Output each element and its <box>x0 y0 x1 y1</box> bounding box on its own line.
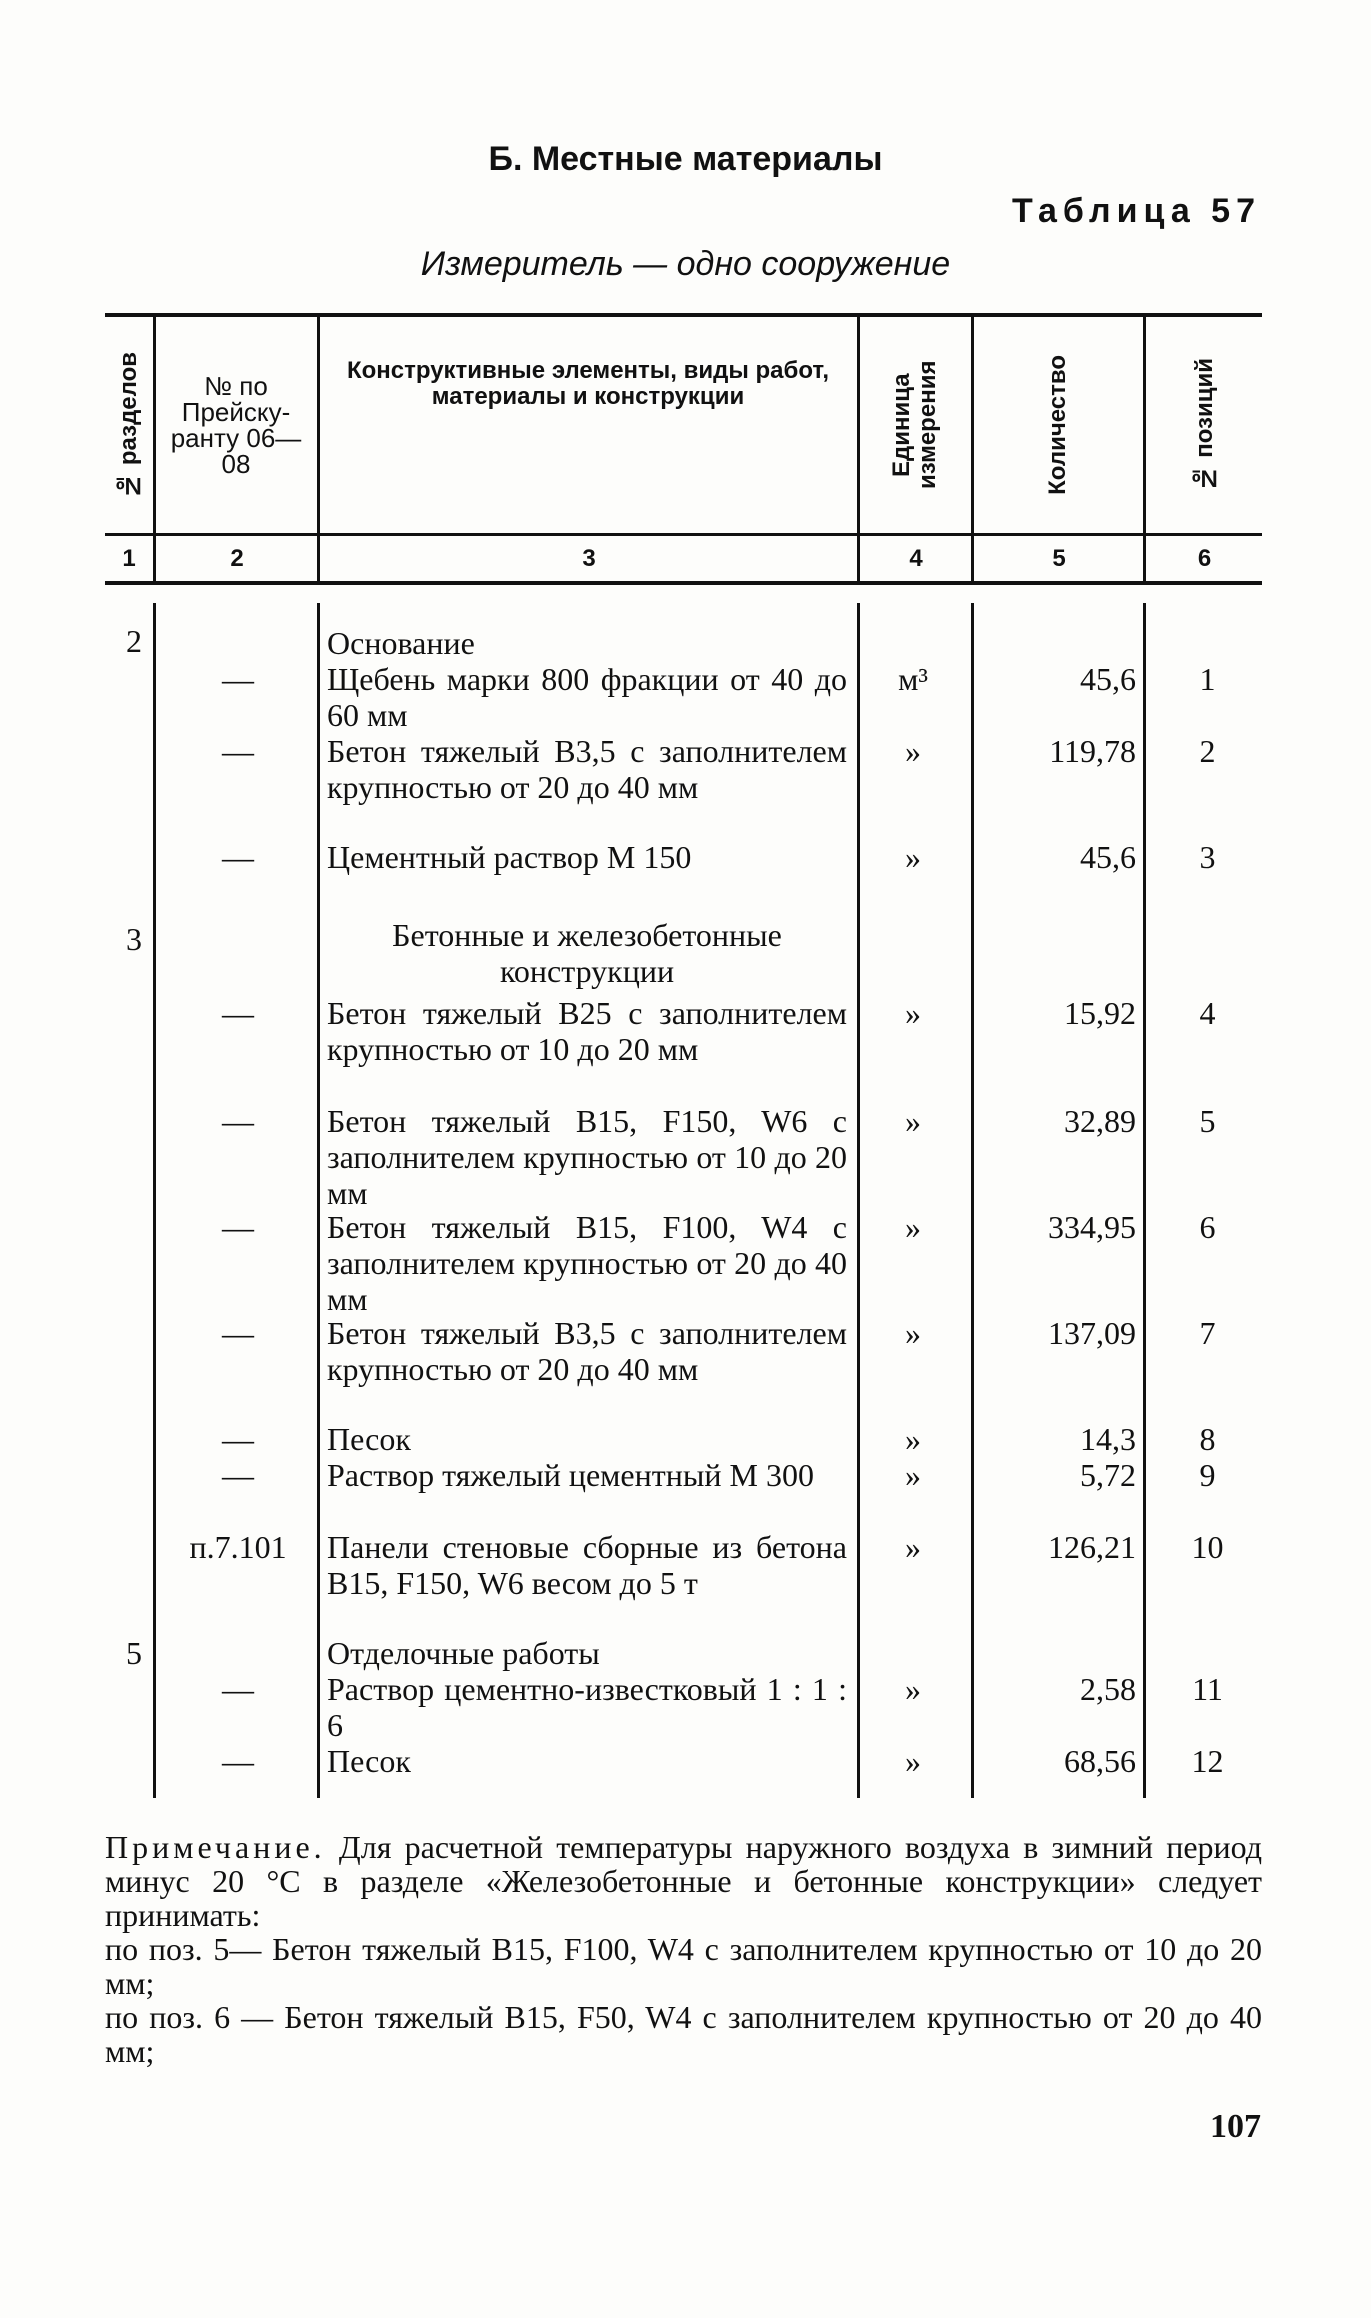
row-unit: » <box>905 1421 921 1457</box>
row-position: 12 <box>1191 1743 1224 1779</box>
row-unit: » <box>905 1315 921 1351</box>
row-position: 1 <box>1199 661 1216 697</box>
note-text: Для расчетной температуры наружного воздуха в зимний период минус 20 °С в разделе «Железобетонные и бетонные конструкции» следует принимать: <box>105 1829 1263 1933</box>
col-number: 4 <box>909 545 923 572</box>
col-divider <box>971 603 974 1798</box>
col-divider <box>1143 603 1146 1798</box>
row-position: 3 <box>1199 839 1216 875</box>
row-quantity: 68,56 <box>1064 1743 1136 1779</box>
col-number: 1 <box>122 545 136 572</box>
row-description: Песок <box>327 1421 411 1457</box>
section-number: 3 <box>126 921 142 957</box>
row-unit: » <box>905 1209 921 1245</box>
row-quantity: 45,6 <box>1080 661 1136 697</box>
col-divider <box>153 603 156 1798</box>
row-unit: » <box>905 1671 921 1707</box>
row-unit: » <box>905 1103 921 1139</box>
row-quantity: 14,3 <box>1080 1421 1136 1457</box>
header-unit: Единица измерения <box>888 360 941 490</box>
row-description: Бетон тяжелый В15, F150, W6 с заполнителем крупностью от 10 до 20 мм <box>327 1103 847 1211</box>
col-divider <box>971 317 974 581</box>
note-item: по поз. 5— Бетон тяжелый В15, F100, W4 с заполнителем крупностью от 10 до 20 мм; <box>105 1931 1262 2001</box>
price-ref: — <box>222 661 254 697</box>
row-unit: » <box>905 733 921 769</box>
col-number: 5 <box>1052 545 1066 572</box>
col-divider <box>317 603 320 1798</box>
col-divider <box>857 317 860 581</box>
col-divider <box>153 317 156 581</box>
col-number: 3 <box>582 545 596 572</box>
row-position: 5 <box>1199 1103 1216 1139</box>
row-unit: » <box>905 839 921 875</box>
row-position: 10 <box>1191 1529 1224 1565</box>
price-ref: — <box>222 1421 254 1457</box>
row-description: Песок <box>327 1743 411 1779</box>
row-quantity: 5,72 <box>1080 1457 1136 1493</box>
number-row-rule <box>105 581 1262 585</box>
price-ref: п.7.101 <box>189 1529 287 1565</box>
price-ref: — <box>222 839 254 875</box>
header-sections: № разделов <box>115 351 142 499</box>
row-quantity: 334,95 <box>1048 1209 1136 1245</box>
row-description: Раствор тяжелый цементный М 300 <box>327 1457 814 1493</box>
price-ref: — <box>222 1457 254 1493</box>
group-heading: Отделочные работы <box>327 1635 600 1671</box>
table-top-rule <box>105 313 1262 317</box>
page-number: 107 <box>1210 2108 1261 2145</box>
header-positions: № позиций <box>1190 358 1218 492</box>
row-unit: » <box>905 995 921 1031</box>
row-position: 7 <box>1199 1315 1216 1351</box>
header-rule <box>105 533 1262 536</box>
price-ref: — <box>222 1103 254 1139</box>
row-position: 11 <box>1192 1671 1223 1707</box>
row-description: Бетон тяжелый В15, F100, W4 с заполнителем крупностью от 20 до 40 мм <box>327 1209 847 1317</box>
materials-table <box>105 313 1262 1813</box>
price-ref: — <box>222 1209 254 1245</box>
row-unit: » <box>905 1457 921 1493</box>
row-unit: » <box>905 1529 921 1565</box>
row-position: 6 <box>1199 1209 1216 1245</box>
group-heading: Основание <box>327 625 475 661</box>
row-unit: » <box>905 1743 921 1779</box>
table-number: Таблица 57 <box>1012 192 1261 230</box>
row-description: Раствор цементно-известковый 1 : 1 : 6 <box>327 1671 847 1743</box>
table-note <box>105 1830 1262 2068</box>
row-quantity: 32,89 <box>1064 1103 1136 1139</box>
note-item: по поз. 6 — Бетон тяжелый В15, F50, W4 с заполнителем крупностью от 20 до 40 мм; <box>105 1999 1262 2069</box>
row-quantity: 15,92 <box>1064 995 1136 1031</box>
price-ref: — <box>222 733 254 769</box>
row-quantity: 45,6 <box>1080 839 1136 875</box>
measure-caption: Измеритель — одно сооружение <box>420 245 951 283</box>
section-number: 2 <box>126 623 142 659</box>
col-divider <box>857 603 860 1798</box>
row-description: Цементный раствор М 150 <box>327 839 692 875</box>
note-paragraph <box>105 1830 1262 1932</box>
row-position: 2 <box>1199 733 1216 769</box>
section-number: 5 <box>126 1635 142 1671</box>
row-description: Бетон тяжелый В3,5 с заполнителем крупностью от 20 до 40 мм <box>327 1315 847 1387</box>
row-description: Бетон тяжелый В25 с заполнителем крупностью от 10 до 20 мм <box>327 995 847 1067</box>
row-description: Панели стеновые сборные из бетона В15, F150, W6 весом до 5 т <box>327 1529 847 1601</box>
header-description: Конструктивные элементы, виды работ, материалы и конструкции <box>346 357 830 410</box>
row-quantity: 2,58 <box>1080 1671 1136 1707</box>
row-quantity: 137,09 <box>1048 1315 1136 1351</box>
col-divider <box>317 317 320 581</box>
group-heading: Бетонные и железобетонные конструкции <box>392 917 782 989</box>
row-quantity: 126,21 <box>1048 1529 1136 1565</box>
header-price-list: № по Прейску- ранту 06—08 <box>170 371 302 479</box>
price-ref: — <box>222 995 254 1031</box>
col-divider <box>1143 317 1146 581</box>
price-ref: — <box>222 1743 254 1779</box>
col-number: 6 <box>1197 545 1212 572</box>
col-number: 2 <box>230 545 244 572</box>
row-position: 9 <box>1199 1457 1216 1493</box>
price-ref: — <box>222 1315 254 1351</box>
row-position: 8 <box>1199 1421 1216 1457</box>
row-unit: м³ <box>898 661 928 697</box>
row-description: Бетон тяжелый В3,5 с заполнителем крупностью от 20 до 40 мм <box>327 733 847 805</box>
header-quantity: Количество <box>1044 355 1071 495</box>
row-position: 4 <box>1199 995 1216 1031</box>
section-title: Б. Местные материалы <box>488 140 883 178</box>
row-quantity: 119,78 <box>1049 733 1136 769</box>
note-lead: Примечание. <box>105 1829 326 1865</box>
row-description: Щебень марки 800 фракции от 40 до 60 мм <box>327 661 847 733</box>
price-ref: — <box>222 1671 254 1707</box>
